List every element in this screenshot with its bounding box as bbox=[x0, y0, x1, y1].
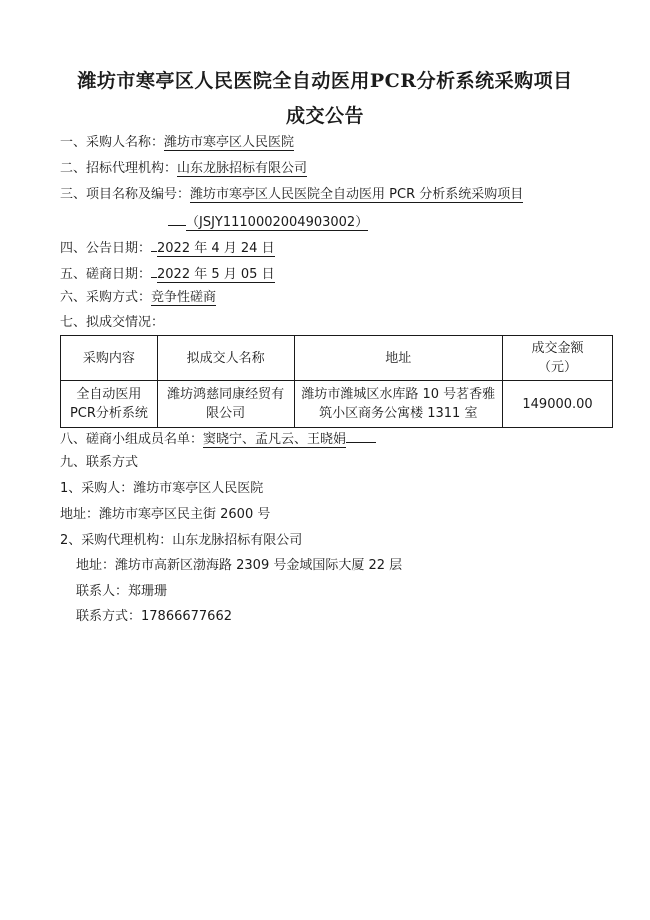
table-row bbox=[61, 381, 613, 428]
agency-line bbox=[60, 160, 307, 178]
project-code-line bbox=[168, 211, 368, 232]
deal-table bbox=[60, 335, 613, 428]
project-line bbox=[60, 186, 523, 204]
negotiation-date-line bbox=[60, 263, 275, 284]
header-amount-unit: （元） bbox=[538, 360, 578, 375]
method-label: 六、采购方式： bbox=[60, 290, 152, 305]
purchaser-label: 一、采购人名称： bbox=[60, 135, 165, 150]
agency-name: 山东龙脉招标有限公司 bbox=[177, 161, 308, 176]
negotiation-date-label: 五、磋商日期： bbox=[60, 267, 152, 282]
announce-date: 2022 年 4 月 24 日 bbox=[157, 241, 275, 256]
announcement-title: 潍坊市寒亭区人民医院全自动医用PCR分析系统采购项目 bbox=[77, 70, 573, 92]
contact-agency-address: 地址：潍坊市高新区渤海路 2309 号金域国际大厦 22 层 bbox=[76, 558, 403, 573]
contact-person: 联系人：郑珊珊 bbox=[76, 584, 168, 599]
table-header-row bbox=[61, 336, 613, 381]
project-code: （JSJY1110002004903002） bbox=[186, 215, 369, 230]
project-name: 潍坊市寒亭区人民医院全自动医用 PCR 分析系统采购项目 bbox=[190, 187, 524, 202]
cell-content: 全自动医用PCR分析系统 bbox=[61, 381, 158, 428]
agency-label: 二、招标代理机构： bbox=[60, 161, 178, 176]
underline-pad bbox=[346, 428, 376, 443]
project-label: 三、项目名称及编号： bbox=[60, 187, 191, 202]
contact-purchaser: 1、采购人：潍坊市寒亭区人民医院 bbox=[60, 481, 264, 496]
purchaser-name: 潍坊市寒亭区人民医院 bbox=[164, 135, 295, 150]
panel-label: 八、磋商小组成员名单： bbox=[60, 432, 204, 447]
panel-line bbox=[60, 428, 376, 449]
announce-date-label: 四、公告日期： bbox=[60, 241, 152, 256]
announce-date-line bbox=[60, 237, 275, 258]
deal-heading: 七、拟成交情况： bbox=[60, 315, 165, 330]
negotiation-date: 2022 年 5 月 05 日 bbox=[157, 267, 275, 282]
contact-phone: 联系方式：17866677662 bbox=[76, 609, 232, 624]
header-amount-label: 成交金额 bbox=[531, 341, 584, 356]
header-amount bbox=[503, 336, 613, 381]
contact-heading: 九、联系方式 bbox=[60, 455, 139, 470]
method-value: 竞争性磋商 bbox=[151, 290, 217, 305]
header-supplier: 拟成交人名称 bbox=[157, 336, 294, 381]
header-address: 地址 bbox=[294, 336, 503, 381]
cell-supplier: 潍坊鸿慈同康经贸有限公司 bbox=[157, 381, 294, 428]
cell-amount: 149000.00 bbox=[503, 381, 613, 428]
panel-members: 窦晓宁、孟凡云、王晓娟 bbox=[203, 432, 347, 447]
method-line bbox=[60, 289, 216, 307]
contact-agency: 2、采购代理机构：山东龙脉招标有限公司 bbox=[60, 533, 303, 548]
contact-purchaser-address: 地址：潍坊市寒亭区民主街 2600 号 bbox=[60, 507, 271, 522]
cell-address: 潍坊市潍城区水库路 10 号茗香雅筑小区商务公寓楼 1311 室 bbox=[294, 381, 503, 428]
purchaser-line bbox=[60, 134, 294, 152]
header-content: 采购内容 bbox=[61, 336, 158, 381]
underline-pad bbox=[168, 211, 186, 226]
announcement-subtitle: 成交公告 bbox=[285, 105, 364, 127]
